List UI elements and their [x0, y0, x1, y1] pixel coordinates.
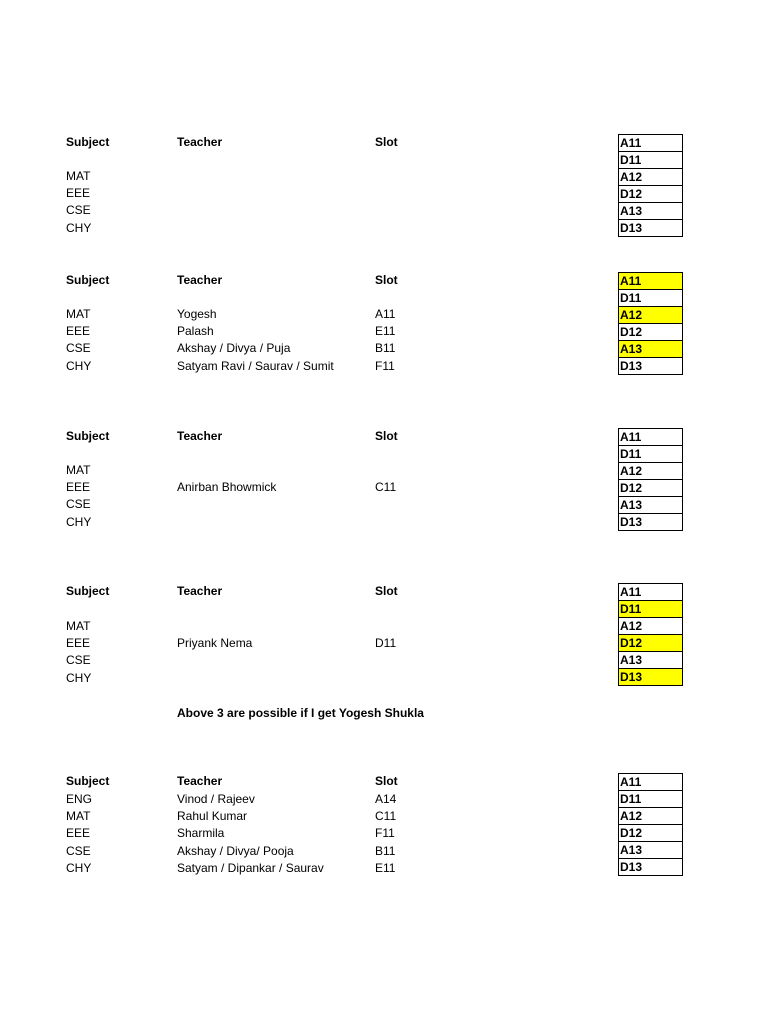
slot-cell: D11 — [375, 636, 397, 650]
slot-grid — [618, 134, 683, 237]
slot-grid — [618, 428, 683, 531]
slot-grid-cell: A11 — [619, 429, 682, 446]
subject-cell: CHY — [66, 221, 92, 235]
subject-cell: CHY — [66, 515, 92, 529]
subject-header: Subject — [66, 774, 110, 788]
subject-cell: MAT — [66, 169, 91, 183]
subject-cell: EEE — [66, 636, 91, 650]
slot-grid-cell: D11 — [619, 152, 682, 169]
subject-cell: MAT — [66, 809, 91, 823]
teacher-header: Teacher — [177, 429, 223, 443]
subject-header: Subject — [66, 429, 110, 443]
teacher-cell: Vinod / Rajeev — [177, 792, 255, 806]
slot-grid-cell: A13 — [619, 497, 682, 514]
teacher-cell: Akshay / Divya/ Pooja — [177, 844, 294, 858]
slot-grid-cell: A11 — [619, 273, 682, 290]
slot-grid-cell: D13 — [619, 859, 682, 876]
subject-cell: CSE — [66, 341, 91, 355]
slot-grid-cell: D12 — [619, 324, 682, 341]
subject-cell: CHY — [66, 861, 92, 875]
slot-grid-cell: A12 — [619, 618, 682, 635]
slot-grid-cell: A11 — [619, 774, 682, 791]
slot-cell: A11 — [375, 307, 396, 321]
subject-cell: EEE — [66, 826, 91, 840]
slot-header: Slot — [375, 273, 398, 287]
slot-cell: B11 — [375, 341, 396, 355]
slot-grid — [618, 583, 683, 686]
slot-cell: E11 — [375, 861, 396, 875]
subject-cell: ENG — [66, 792, 93, 806]
slot-grid-cell: D13 — [619, 358, 682, 375]
slot-grid-cell: A12 — [619, 307, 682, 324]
subject-cell: CSE — [66, 203, 91, 217]
slot-grid-cell: D12 — [619, 186, 682, 203]
subject-cell: CHY — [66, 359, 92, 373]
teacher-cell: Palash — [177, 324, 214, 338]
slot-grid-cell: A13 — [619, 652, 682, 669]
teacher-cell: Anirban Bhowmick — [177, 480, 277, 494]
subject-cell: EEE — [66, 480, 91, 494]
teacher-cell: Yogesh — [177, 307, 217, 321]
teacher-header: Teacher — [177, 273, 223, 287]
subject-header: Subject — [66, 273, 110, 287]
slot-grid-cell: D12 — [619, 635, 682, 652]
subject-cell: CSE — [66, 844, 91, 858]
subject-cell: MAT — [66, 619, 91, 633]
slot-grid-cell: D11 — [619, 601, 682, 618]
slot-grid-cell: A13 — [619, 842, 682, 859]
slot-cell: F11 — [375, 359, 395, 373]
slot-grid — [618, 272, 683, 375]
slot-grid-cell: D13 — [619, 220, 682, 237]
teacher-cell: Satyam / Dipankar / Saurav — [177, 861, 324, 875]
teacher-cell: Satyam Ravi / Saurav / Sumit — [177, 359, 334, 373]
subject-header: Subject — [66, 584, 110, 598]
slot-grid-cell: A11 — [619, 135, 682, 152]
slot-grid-cell: D12 — [619, 480, 682, 497]
note-text: Above 3 are possible if I get Yogesh Shukla — [177, 706, 424, 720]
slot-grid-cell: D12 — [619, 825, 682, 842]
slot-grid-cell: D13 — [619, 514, 682, 531]
slot-grid-cell: A13 — [619, 203, 682, 220]
slot-header: Slot — [375, 774, 398, 788]
slot-grid-cell: D13 — [619, 669, 682, 686]
teacher-cell: Akshay / Divya / Puja — [177, 341, 291, 355]
slot-cell: B11 — [375, 844, 396, 858]
slot-grid-cell: A13 — [619, 341, 682, 358]
slot-grid-cell: D11 — [619, 290, 682, 307]
slot-grid-cell: A11 — [619, 584, 682, 601]
slot-header: Slot — [375, 429, 398, 443]
subject-cell: CHY — [66, 671, 92, 685]
slot-cell: A14 — [375, 792, 397, 806]
teacher-header: Teacher — [177, 774, 223, 788]
teacher-cell: Rahul Kumar — [177, 809, 248, 823]
subject-cell: MAT — [66, 463, 91, 477]
teacher-header: Teacher — [177, 135, 223, 149]
subject-cell: CSE — [66, 497, 91, 511]
slot-cell: E11 — [375, 324, 396, 338]
slot-grid-cell: A12 — [619, 808, 682, 825]
subject-header: Subject — [66, 135, 110, 149]
slot-grid-cell: D11 — [619, 791, 682, 808]
slot-header: Slot — [375, 135, 398, 149]
slot-grid — [618, 773, 683, 876]
slot-cell: C11 — [375, 809, 397, 823]
teacher-cell: Priyank Nema — [177, 636, 253, 650]
subject-cell: EEE — [66, 186, 91, 200]
subject-cell: CSE — [66, 653, 91, 667]
slot-grid-cell: A12 — [619, 169, 682, 186]
teacher-cell: Sharmila — [177, 826, 225, 840]
subject-cell: MAT — [66, 307, 91, 321]
subject-cell: EEE — [66, 324, 91, 338]
slot-cell: C11 — [375, 480, 397, 494]
teacher-header: Teacher — [177, 584, 223, 598]
slot-header: Slot — [375, 584, 398, 598]
slot-grid-cell: A12 — [619, 463, 682, 480]
slot-cell: F11 — [375, 826, 395, 840]
slot-grid-cell: D11 — [619, 446, 682, 463]
